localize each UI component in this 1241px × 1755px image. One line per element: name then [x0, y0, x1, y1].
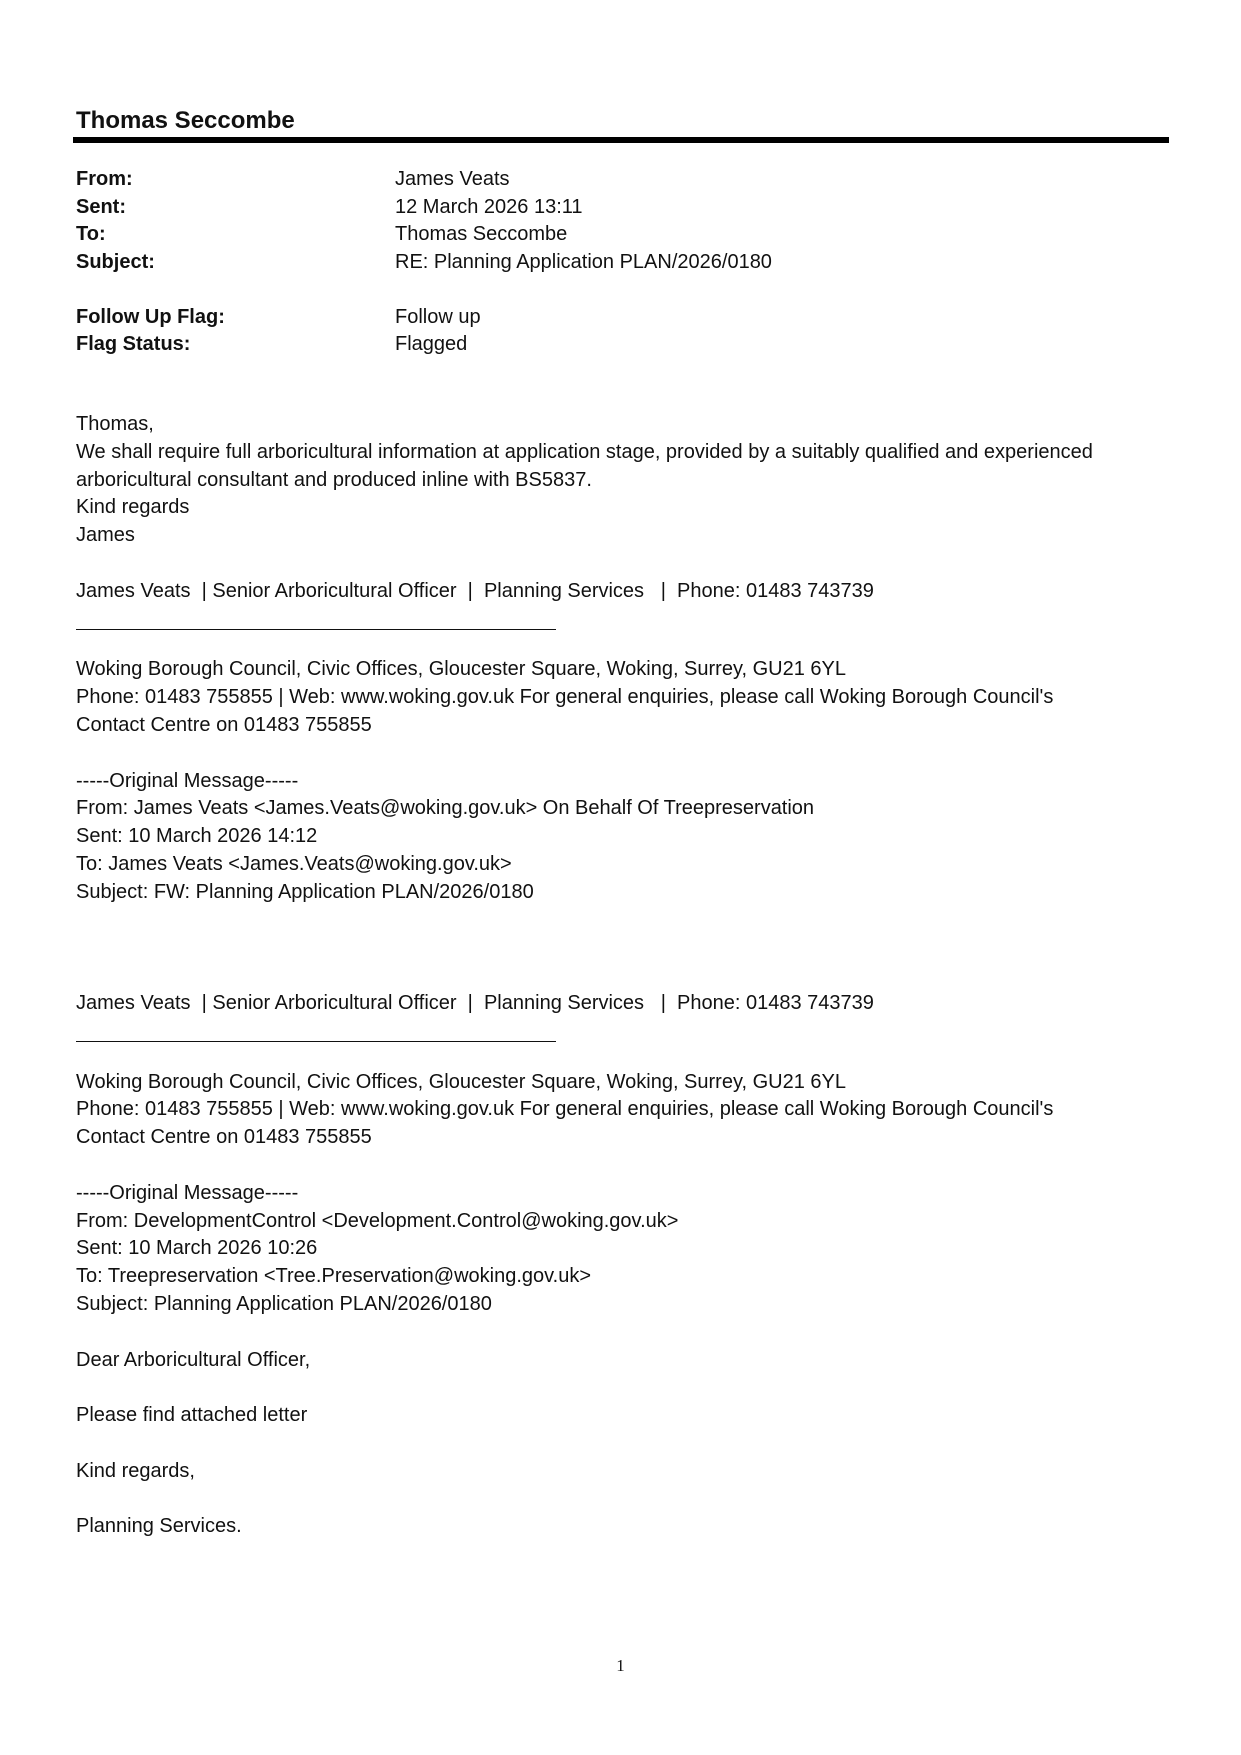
signature-contact-line-2: Contact Centre on 01483 755855 — [76, 713, 372, 736]
signature-contact-line-2-2: Contact Centre on 01483 755855 — [76, 1126, 372, 1149]
sent-value: 12 March 2026 13:11 — [395, 195, 583, 218]
signature-contact-line-1: Phone: 01483 755855 | Web: www.woking.gov.uk For general enquiries, please call Woking Borough Council's — [76, 686, 1054, 709]
signature-divider-2 — [76, 1041, 556, 1042]
sent-label: Sent: — [76, 195, 126, 218]
original-message-2-sender: Planning Services. — [76, 1515, 242, 1538]
flag-status-value: Flagged — [395, 333, 468, 355]
header-follow-up-row — [76, 304, 772, 332]
follow-up-flag-label: Follow Up Flag: — [76, 305, 225, 328]
signature-contact-line-1-2: Phone: 01483 755855 | Web: www.woking.gov.uk For general enquiries, please call Woking Borough Council's — [76, 1098, 1054, 1121]
from-label: From: — [76, 168, 133, 190]
original-message-1-from: From: James Veats <James.Veats@woking.gov.uk> On Behalf Of Treepreservation — [76, 797, 815, 820]
signature-divider — [76, 629, 556, 630]
email-header — [76, 166, 772, 359]
follow-up-flag-value: Follow up — [395, 305, 481, 328]
signature-address-line: Woking Borough Council, Civic Offices, Gloucester Square, Woking, Surrey, GU21 6YL — [76, 658, 846, 681]
mailbox-owner-name: Thomas Seccombe — [76, 107, 295, 134]
original-message-2-to: To: Treepreservation <Tree.Preservation@woking.gov.uk> — [76, 1265, 591, 1288]
email-body — [76, 411, 1186, 1541]
to-label: To: — [76, 223, 106, 245]
original-message-1-to: To: James Veats <James.Veats@woking.gov.uk> — [76, 852, 512, 875]
original-message-1-subject: Subject: FW: Planning Application PLAN/2026/0180 — [76, 880, 534, 903]
page-number: 1 — [616, 1656, 625, 1675]
original-message-2-closing: Kind regards, — [76, 1459, 195, 1482]
flag-status-label: Flag Status: — [76, 333, 191, 355]
reply-closing: Kind regards — [76, 496, 190, 519]
reply-line-2: arboricultural consultant and produced inline with BS5837. — [76, 468, 592, 491]
header-to-row — [76, 221, 772, 249]
reply-greeting: Thomas, — [76, 413, 154, 435]
signature-title-line-2: James Veats | Senior Arboricultural Officer | Planning Services | Phone: 01483 743739 — [76, 991, 874, 1014]
original-message-2-sent: Sent: 10 March 2026 10:26 — [76, 1237, 318, 1260]
reply-name: James — [76, 524, 135, 547]
reply-line-1: We shall require full arboricultural information at application stage, provided by a suitably qualified and experienced — [76, 440, 1093, 463]
original-message-1-sent: Sent: 10 March 2026 14:12 — [76, 825, 318, 848]
original-message-1-separator: -----Original Message----- — [76, 769, 299, 792]
original-message-2-subject: Subject: Planning Application PLAN/2026/0180 — [76, 1292, 492, 1315]
original-message-2-from: From: DevelopmentControl <Development.Control@woking.gov.uk> — [76, 1209, 679, 1232]
header-subject-row — [76, 249, 772, 277]
header-divider — [73, 137, 1169, 143]
original-message-2-greeting: Dear Arboricultural Officer, — [76, 1348, 311, 1371]
header-flag-status-row — [76, 331, 772, 359]
to-value: Thomas Seccombe — [395, 223, 568, 245]
header-from-row — [76, 166, 772, 194]
subject-value: RE: Planning Application PLAN/2026/0180 — [395, 250, 772, 273]
subject-label: Subject: — [76, 250, 155, 273]
original-message-2-separator: -----Original Message----- — [76, 1181, 299, 1204]
from-value: James Veats — [395, 168, 510, 190]
original-message-2-body: Please find attached letter — [76, 1404, 308, 1427]
signature-address-line-2: Woking Borough Council, Civic Offices, Gloucester Square, Woking, Surrey, GU21 6YL — [76, 1070, 846, 1093]
header-sent-row — [76, 194, 772, 222]
signature-title-line: James Veats | Senior Arboricultural Officer | Planning Services | Phone: 01483 743739 — [76, 579, 874, 602]
